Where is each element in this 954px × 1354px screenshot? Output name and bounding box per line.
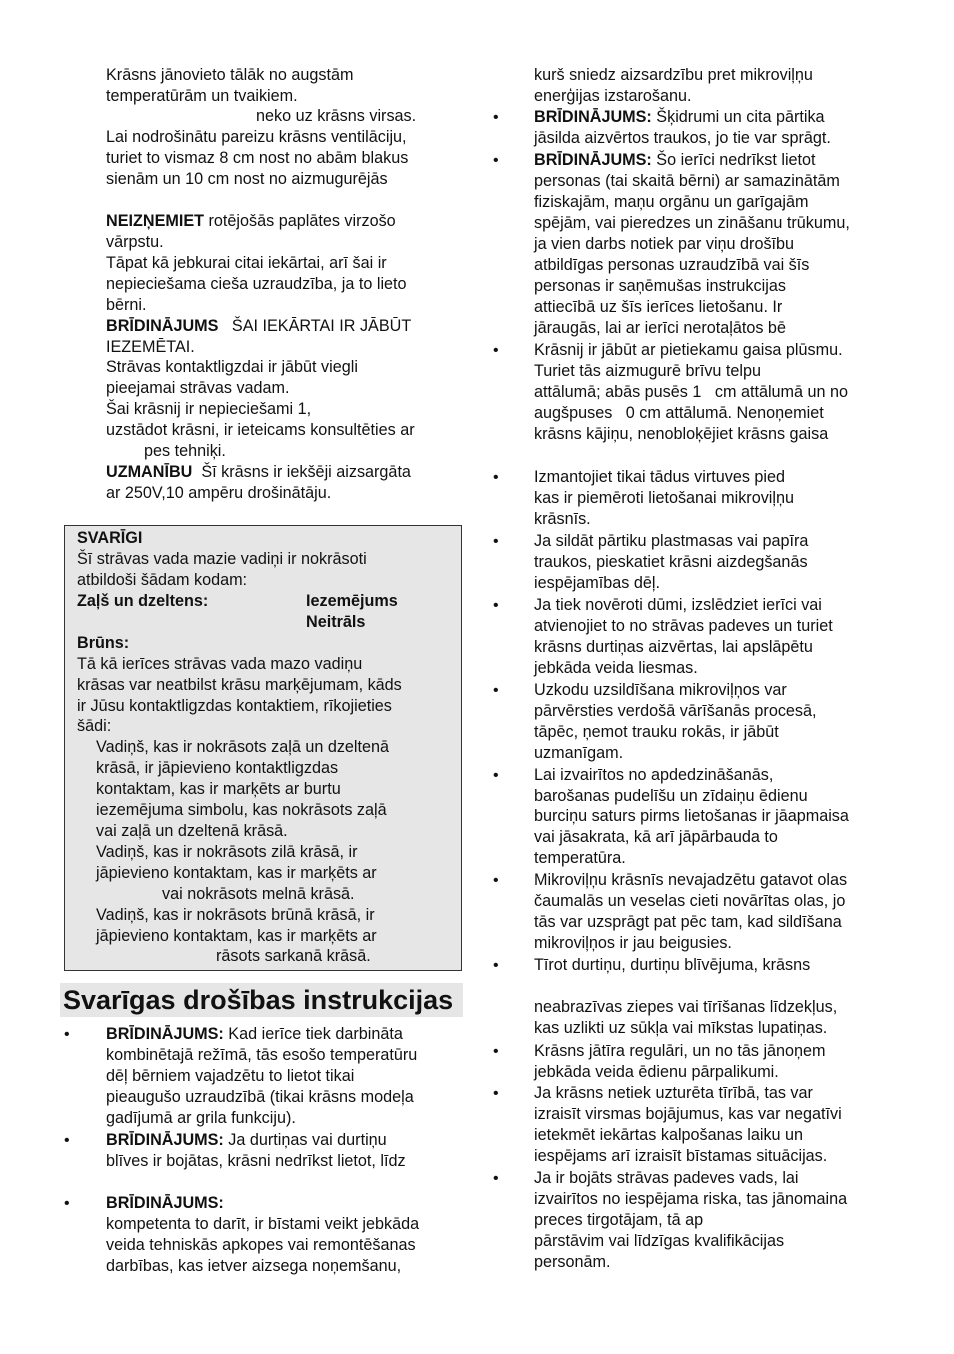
text-line: šādi:	[77, 717, 112, 735]
text-line: gadījumā ar grila funkciju).	[106, 1109, 296, 1127]
text-line: jāpievieno kontaktam, kas ir marķēts ar	[96, 927, 377, 945]
text-line: uzmanīgam.	[534, 744, 624, 762]
text-line: Tāpat kā jebkurai citai iekārtai, arī šai ir	[106, 254, 387, 272]
text-line: Krāsns jātīra regulāri, un no tās jānoņem	[534, 1042, 826, 1060]
text-line: Šī strāvas vada mazie vadiņi ir nokrāsoti	[77, 550, 367, 568]
bullet-marker: •	[493, 767, 499, 784]
text-line: traukos, pieskatiet krāsni aizdegšanās	[534, 553, 808, 571]
text-line: ir Jūsu kontaktligzdas kontaktiem, rīkojieties	[77, 697, 392, 715]
bold-label: BRĪDINĀJUMS:	[106, 1194, 224, 1212]
text-line	[534, 150, 816, 171]
text-line: krāsns kājiņu, nenobloķējiet krāsns gaisa	[534, 425, 829, 443]
text-line: Tīrot durtiņu, durtiņu blīvējuma, krāsns	[534, 956, 811, 974]
text-span: Kad ierīce tiek darbināta	[223, 1025, 403, 1043]
bullet-marker: •	[493, 872, 499, 889]
text-line: turiet to vismaz 8 cm nost no abām blakus	[106, 149, 409, 167]
text-line: neko uz krāsns virsas.	[256, 107, 417, 125]
text-line: jebkāda veida liesmas.	[534, 659, 698, 677]
text-line	[106, 462, 411, 483]
text-line: pieaugušo uzraudzībā (tikai krāsns modeļa	[106, 1088, 414, 1106]
text-line: Izmantojiet tikai tādus virtuves pied	[534, 468, 786, 486]
text-line: atbildīgas personas uzraudzībā vai šīs	[534, 256, 810, 274]
text-line: iespējams arī izraisīt bīstamas situācijas.	[534, 1147, 828, 1165]
wire-color-label: Zaļš un dzeltens:	[77, 592, 209, 610]
section-heading-text: Svarīgas drošības instrukcijas	[63, 985, 454, 1015]
text-line: Vadiņš, kas ir nokrāsots zilā krāsā, ir	[96, 843, 358, 861]
text-line: spējām, vai pieredzes un zināšanu trūkumu,	[534, 214, 850, 232]
text-line: uzstādot krāsni, ir ieteicams konsultēties ar	[106, 421, 415, 439]
text-span: ŠAI IEKĀRTAI IR JĀBŪT	[218, 317, 412, 335]
text-line	[106, 316, 411, 337]
bullet-marker: •	[493, 957, 499, 974]
text-line: iezemējuma simbolu, kas nokrāsots zaļā	[96, 801, 387, 819]
bullet-marker: •	[493, 109, 499, 126]
text-line: Lai nodrošinātu pareizu krāsns ventilāciju,	[106, 128, 407, 146]
text-line: krāsas var neatbilst krāsu marķējumam, kāds	[77, 676, 402, 694]
text-line: Šai krāsnij ir nepieciešami 1,	[106, 400, 312, 418]
text-line: kompetenta to darīt, ir bīstami veikt jebkāda	[106, 1215, 420, 1233]
text-line: izvairītos no iespējama riska, tas jānomaina	[534, 1190, 848, 1208]
bullet-marker: •	[493, 682, 499, 699]
text-line: ietekmēt iekārtas kalpošanas laiku un	[534, 1126, 804, 1144]
text-line: jebkāda veida ēdienu pārpalikumi.	[534, 1063, 779, 1081]
text-line: personas (tai skaitā bērni) ar samazinātām	[534, 172, 840, 190]
text-line: pes tehniķi.	[144, 442, 226, 460]
text-line: jāraugās, lai ar ierīci nerotaļātos bē	[534, 319, 786, 337]
text-span: rotējošās paplātes virzošo	[204, 212, 396, 230]
text-line: tās var uzsprāgt pat pēc tam, kad sildīšana	[534, 913, 842, 931]
wire-function-label: Iezemējums	[306, 592, 398, 610]
text-line: Ja tiek novēroti dūmi, izslēdziet ierīci vai	[534, 596, 822, 614]
text-line: darbības, kas ietver aizsega noņemšanu,	[106, 1257, 402, 1275]
bold-label: UZMANĪBU	[106, 463, 193, 481]
wire-color-label: Brūns:	[77, 634, 130, 652]
text-line: tāpēc, ņemot trauku rokās, ir jābūt	[534, 723, 779, 741]
text-line: pārstāvim vai līdzīgas kvalifikācijas	[534, 1232, 785, 1250]
text-line: atvienojiet to no strāvas padeves un turiet	[534, 617, 833, 635]
text-line: barošanas pudelīšu un zīdaiņu ēdienu	[534, 787, 808, 805]
bold-label: BRĪDINĀJUMS:	[534, 151, 652, 169]
text-line: augšpuses 0 cm attālumā. Nenoņemiet	[534, 404, 824, 422]
text-line: pārvērsties verdošā vārīšanās procesā,	[534, 702, 817, 720]
bullet-marker: •	[493, 342, 499, 359]
text-line: IEZEMĒTAI.	[106, 338, 195, 356]
bullet-marker: •	[493, 597, 499, 614]
text-line: krāsnīs.	[534, 510, 591, 528]
bullet-marker: •	[493, 469, 499, 486]
text-line: veida tehniskās apkopes vai remontēšanas	[106, 1236, 416, 1254]
text-line: kas ir piemēroti lietošanai mikroviļņu	[534, 489, 794, 507]
bullet-marker: •	[493, 1170, 499, 1187]
text-line: Strāvas kontaktligzdai ir jābūt viegli	[106, 358, 358, 376]
text-line: kurš sniedz aizsardzību pret mikroviļņu	[534, 66, 813, 84]
text-line: attālumā; abās pusēs 1 cm attālumā un no	[534, 383, 849, 401]
bold-label: BRĪDINĀJUMS:	[106, 1131, 224, 1149]
text-line: Ja krāsns netiek uzturēta tīrībā, tas var	[534, 1084, 813, 1102]
text-span: Šo ierīci nedrīkst lietot	[651, 151, 816, 169]
text-line: sienām un 10 cm nost no aizmugurējās	[106, 170, 388, 188]
text-line: atbildoši šādam kodam:	[77, 571, 248, 589]
text-line	[106, 1130, 387, 1151]
text-line: rāsots sarkanā krāsā.	[216, 947, 371, 965]
text-span: Ja durtiņas vai durtiņu	[223, 1131, 387, 1149]
text-line: pieejamai strāvas vadam.	[106, 379, 290, 397]
text-line: bērni.	[106, 296, 147, 314]
bold-label: NEIZŅEMIET	[106, 212, 205, 230]
text-line: nepieciešama cieša uzraudzība, ja to lieto	[106, 275, 407, 293]
text-line: mikroviļņos ir jau beigusies.	[534, 934, 732, 952]
bullet-marker: •	[64, 1195, 70, 1212]
text-line: krāsns durtiņas aizvērtas, lai apslāpētu	[534, 638, 813, 656]
bullet-marker: •	[493, 1085, 499, 1102]
bold-label: BRĪDINĀJUMS:	[106, 1025, 224, 1043]
wire-function-label: Neitrāls	[306, 613, 366, 631]
text-line	[106, 211, 396, 232]
section-heading	[60, 983, 463, 1017]
text-line: neabrazīvas ziepes vai tīrīšanas līdzekļus,	[534, 998, 838, 1016]
text-line: izraisīt virsmas bojājumus, kas var negatīvi	[534, 1105, 842, 1123]
text-line: Uzkodu uzsildīšana mikroviļņos var	[534, 681, 787, 699]
text-line	[534, 107, 825, 128]
text-line: iespējamības dēļ.	[534, 574, 660, 592]
text-line: dēļ bērniem vajadzētu to lietot tikai	[106, 1067, 355, 1085]
text-line: vai jāsakrata, kā arī jāpārbauda to	[534, 828, 778, 846]
bullet-marker: •	[493, 152, 499, 169]
text-line: preces tirgotājam, tā ap	[534, 1211, 704, 1229]
text-line: Tā kā ierīces strāvas vada mazo vadiņu	[77, 655, 363, 673]
text-line: Ja ir bojāts strāvas padeves vads, lai	[534, 1169, 799, 1187]
text-line: kombinētajā režīmā, tās esošo temperatūru	[106, 1046, 418, 1064]
text-line: vārpstu.	[106, 233, 164, 251]
text-line: ar 250V,10 ampēru drošinātāju.	[106, 484, 332, 502]
text-line: Lai izvairītos no apdedzināšanās,	[534, 766, 774, 784]
bold-label: BRĪDINĀJUMS	[106, 317, 219, 335]
text-line: temperatūrām un tvaikiem.	[106, 87, 298, 105]
text-line: čaumalās un veselas cieti novārītas olas, jo	[534, 892, 846, 910]
text-line: jāpievieno kontaktam, kas ir marķēts ar	[96, 864, 377, 882]
bullet-marker: •	[493, 1043, 499, 1060]
text-line: Krāsns jānovieto tālāk no augstām	[106, 66, 354, 84]
text-line: burciņu saturs pirms lietošanas ir jāapmaisa	[534, 807, 849, 825]
bullet-marker: •	[64, 1026, 70, 1043]
text-line: Ja sildāt pārtiku plastmasas vai papīra	[534, 532, 809, 550]
text-line: vai zaļā un dzeltenā krāsā.	[96, 822, 288, 840]
text-line: Vadiņš, kas ir nokrāsots zaļā un dzeltenā	[96, 738, 390, 756]
bold-label: BRĪDINĀJUMS:	[534, 108, 652, 126]
text-line: enerģijas izstarošanu.	[534, 87, 692, 105]
text-line: krāsā, ir jāpievieno kontaktligzdas	[96, 759, 339, 777]
bullet-marker: •	[64, 1132, 70, 1149]
text-line: attiecībā uz šīs ierīces lietošanu. Ir	[534, 298, 783, 316]
text-line: Krāsnij ir jābūt ar pietiekamu gaisa plūsmu.	[534, 341, 843, 359]
text-line: Turiet tās aizmugurē brīvu telpu	[534, 362, 762, 380]
text-line: ja vien darbs notiek par viņu drošību	[534, 235, 795, 253]
text-line: jāsilda aizvērtos traukos, jo tie var sprāgt.	[534, 129, 831, 147]
bullet-marker: •	[493, 533, 499, 550]
text-line: personas ir saņēmušas instrukcijas	[534, 277, 786, 295]
box-title: SVARĪGI	[77, 529, 143, 547]
text-line	[106, 1024, 403, 1045]
text-line: blīves ir bojātas, krāsni nedrīkst lietot, līdz	[106, 1152, 406, 1170]
text-span: Šī krāsns ir iekšēji aizsargāta	[192, 463, 411, 481]
text-span: Šķidrumi un cita pārtika	[651, 108, 825, 126]
text-line: vai nokrāsots melnā krāsā.	[162, 885, 355, 903]
text-line: Mikroviļņu krāsnīs nevajadzētu gatavot olas	[534, 871, 848, 889]
text-line: kas uzlikti uz sūkļa vai mīkstas lupatiņas.	[534, 1019, 828, 1037]
text-line: kontaktam, kas ir marķēts ar burtu	[96, 780, 341, 798]
text-line: fiziskajām, maņu orgānu un garīgajām	[534, 193, 809, 211]
text-line: temperatūra.	[534, 849, 626, 867]
text-line: personām.	[534, 1253, 611, 1271]
text-line: Vadiņš, kas ir nokrāsots brūnā krāsā, ir	[96, 906, 375, 924]
